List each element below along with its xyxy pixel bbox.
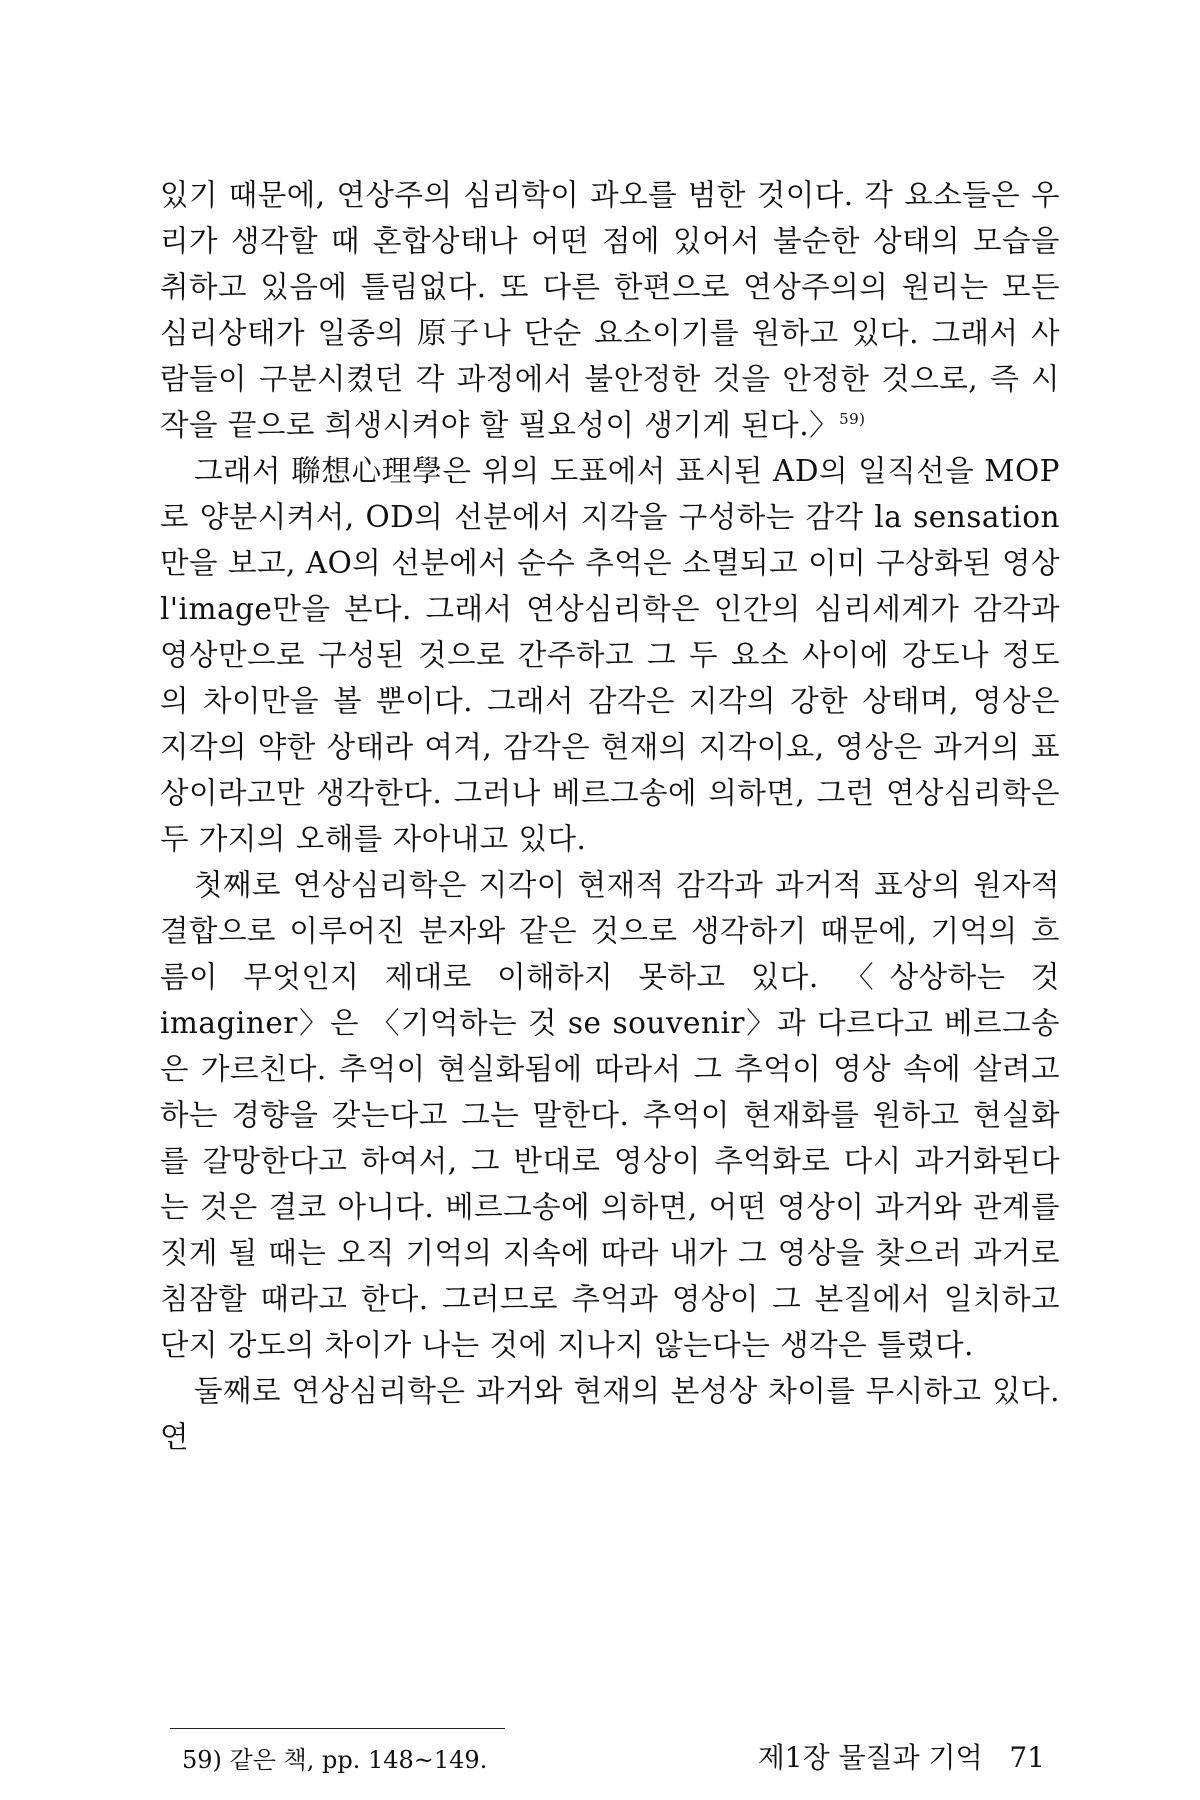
paragraph-1 (160, 172, 1060, 448)
paragraph-3: 첫째로 연상심리학은 지각이 현재적 감각과 과거적 표상의 원자적 결합으로 이루어진 분자와 같은 것으로 생각하기 때문에, 기억의 흐름이 무엇인지 제대로 이해하지 못하고 있다. 〈상상하는 것 imaginer〉은 〈기억하는 것 se souvenir〉과 다르다고 베르그송은 가르친다. 추억이 현실화됨에 따라서 그 추억이 영상 속에 살려고 하는 경향을 갖는다고 그는 말한다. 추억이 현재화를 원하고 현실화를 갈망한다고 하여서, 그 반대로 영상이 추억화로 다시 과거화된다는 것은 결코 아니다. 베르그송에 의하면, 어떤 영상이 과거와 관계를 짓게 될 때는 오직 기억의 지속에 따라 내가 그 영상을 찾으러 과거로 침잠할 때라고 한다. 그러므로 추억과 영상이 그 본질에서 일치하고 단지 강도의 차이가 나는 것에 지나지 않는다는 생각은 틀렸다. (160, 868, 1060, 1362)
footnote: 59) 같은 책, pp. 148~149. (182, 1746, 488, 1774)
paragraph-2: 그래서 聯想心理學은 위의 도표에서 표시된 AD의 일직선을 MOP로 양분시켜서, OD의 선분에서 지각을 구성하는 감각 la sensation만을 보고, AO의 선분에서 순수 추억은 소멸되고 이미 구상화된 영상 l'image만을 본다. 그래서 연상심리학은 인간의 심리세계가 감각과 영상만으로 구성된 것으로 간주하고 그 두 요소 사이에 강도나 정도의 차이만을 볼 뿐이다. 그래서 감각은 지각의 강한 상태며, 영상은 지각의 약한 상태라 여겨, 감각은 현재의 지각이요, 영상은 과거의 표상이라고만 생각한다. 그러나 베르그송에 의하면, 그런 연상심리학은 두 가지의 오해를 자아내고 있다. (160, 454, 1060, 856)
footnote-reference: 59) (839, 410, 866, 429)
page-footer (758, 1740, 1045, 1776)
running-chapter-title: 제1장 물질과 기억 (757, 1741, 983, 1774)
footnote-divider (170, 1728, 505, 1729)
paragraph-4: 둘째로 연상심리학은 과거와 현재의 본성상 차이를 무시하고 있다. 연 (160, 1374, 1060, 1454)
body-text (160, 172, 1060, 1460)
paragraph-text: 있기 때문에, 연상주의 심리학이 과오를 범한 것이다. 각 요소들은 우리가 생각할 때 혼합상태나 어떤 점에 있어서 불순한 상태의 모습을 취하고 있음에 틀림없다. 또 다른 한편으로 연상주의의 원리는 모든 심리상태가 일종의 原子나 단순 요소이기를 원하고 있다. 그래서 사람들이 구분시켰던 각 과정에서 불안정한 것을 안정한 것으로, 즉 시작을 끝으로 희생시켜야 할 필요성이 생기게 된다.〉 (160, 178, 1060, 442)
page-number: 71 (1009, 1741, 1045, 1774)
